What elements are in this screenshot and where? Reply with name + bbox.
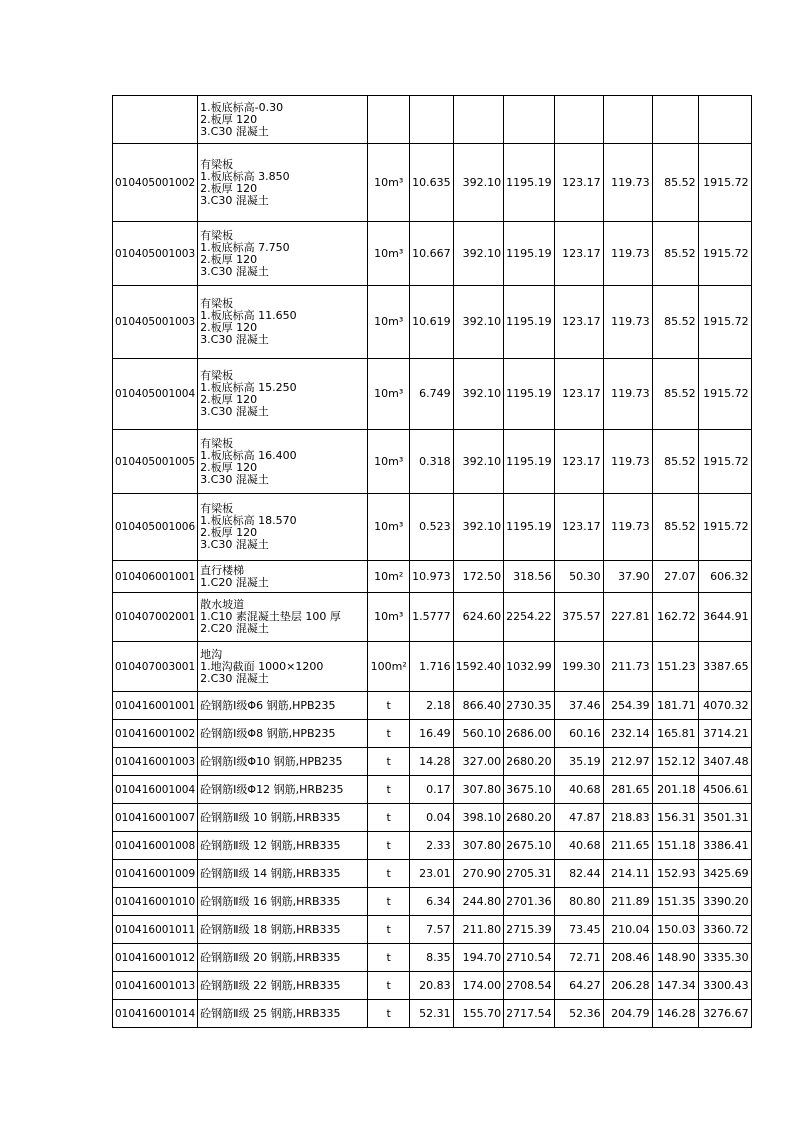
value-cell-1: 307.80 bbox=[453, 776, 504, 804]
unit-cell: 10m² bbox=[368, 561, 410, 593]
value-cell-3: 123.17 bbox=[554, 359, 603, 430]
quantity-cell: 0.17 bbox=[410, 776, 454, 804]
description-line: 2.板厚 120 bbox=[200, 181, 258, 195]
quantity-cell: 52.31 bbox=[410, 1000, 454, 1028]
value-cell-2: 2686.00 bbox=[504, 720, 555, 748]
value-cell-2: 3675.10 bbox=[504, 776, 555, 804]
value-cell-1: 307.80 bbox=[453, 832, 504, 860]
value-cell-6: 1915.72 bbox=[698, 430, 751, 494]
value-cell-6: 4506.61 bbox=[698, 776, 751, 804]
item-code-cell: 010416001011 bbox=[113, 916, 198, 944]
value-cell-1: 560.10 bbox=[453, 720, 504, 748]
value-cell-3: 123.17 bbox=[554, 286, 603, 359]
description-line: 2.板厚 120 bbox=[200, 393, 258, 406]
value-cell-4: 37.90 bbox=[603, 561, 652, 593]
value-cell-3: 50.30 bbox=[554, 561, 603, 593]
value-cell-4: 208.46 bbox=[603, 944, 652, 972]
quantity-cell: 23.01 bbox=[410, 860, 454, 888]
item-code-cell: 010416001002 bbox=[113, 720, 198, 748]
table-row bbox=[113, 96, 752, 144]
description-line: 1.板底标高 16.400 bbox=[200, 448, 297, 462]
value-cell-3: 72.71 bbox=[554, 944, 603, 972]
value-cell-3: 73.45 bbox=[554, 916, 603, 944]
value-cell-2: 1195.19 bbox=[504, 286, 555, 359]
value-cell-6: 1915.72 bbox=[698, 222, 751, 286]
description-line: 3.C30 混凝土 bbox=[200, 264, 269, 278]
value-cell-6: 3360.72 bbox=[698, 916, 751, 944]
value-cell-4: 119.73 bbox=[603, 222, 652, 286]
value-cell-6: 606.32 bbox=[698, 561, 751, 593]
description-line: 3.C30 混凝土 bbox=[200, 193, 269, 207]
description-line: 3.C30 混凝土 bbox=[200, 472, 269, 486]
value-cell-2: 2701.36 bbox=[504, 888, 555, 916]
unit-cell: t bbox=[368, 692, 410, 720]
item-description-cell bbox=[198, 720, 368, 748]
item-description-cell bbox=[198, 642, 368, 692]
item-description-cell bbox=[198, 944, 368, 972]
description-line: 有梁板 bbox=[200, 369, 234, 382]
value-cell-5: 162.72 bbox=[652, 593, 698, 642]
quantity-cell: 10.667 bbox=[410, 222, 454, 286]
description-line: 砼钢筋Ⅰ级Φ6 钢筋,HPB235 bbox=[200, 698, 336, 712]
item-code-cell: 010416001007 bbox=[113, 804, 198, 832]
value-cell-6 bbox=[698, 96, 751, 144]
quantity-cell: 0.04 bbox=[410, 804, 454, 832]
description-line: 有梁板 bbox=[200, 436, 234, 450]
value-cell-2: 2254.22 bbox=[504, 593, 555, 642]
item-description-cell bbox=[198, 916, 368, 944]
item-code-cell: 010416001014 bbox=[113, 1000, 198, 1028]
value-cell-5: 146.28 bbox=[652, 1000, 698, 1028]
item-code-cell: 010416001010 bbox=[113, 888, 198, 916]
item-code-cell: 010407002001 bbox=[113, 593, 198, 642]
value-cell-1: 624.60 bbox=[453, 593, 504, 642]
description-line: 1.板底标高-0.30 bbox=[200, 100, 284, 114]
value-cell-5: 150.03 bbox=[652, 916, 698, 944]
unit-cell: 10m³ bbox=[368, 593, 410, 642]
quantity-cell: 6.749 bbox=[410, 359, 454, 430]
value-cell-5: 201.18 bbox=[652, 776, 698, 804]
value-cell-4: 211.89 bbox=[603, 888, 652, 916]
value-cell-2: 1195.19 bbox=[504, 494, 555, 561]
item-description-cell bbox=[198, 286, 368, 359]
quantity-cell: 16.49 bbox=[410, 720, 454, 748]
quantity-cell: 0.318 bbox=[410, 430, 454, 494]
item-description-cell bbox=[198, 972, 368, 1000]
value-cell-3: 123.17 bbox=[554, 430, 603, 494]
value-cell-2: 318.56 bbox=[504, 561, 555, 593]
description-line: 1.C10 素混凝土垫层 100 厚 bbox=[200, 610, 341, 623]
item-description-cell bbox=[198, 359, 368, 430]
item-code-cell: 010416001001 bbox=[113, 692, 198, 720]
item-description-cell bbox=[198, 776, 368, 804]
unit-cell: 10m³ bbox=[368, 494, 410, 561]
item-code-cell: 010405001002 bbox=[113, 144, 198, 222]
table-row bbox=[113, 494, 752, 561]
value-cell-3: 80.80 bbox=[554, 888, 603, 916]
value-cell-5: 147.34 bbox=[652, 972, 698, 1000]
quantity-cell: 10.619 bbox=[410, 286, 454, 359]
value-cell-2: 2680.20 bbox=[504, 748, 555, 776]
quantity-cell: 8.35 bbox=[410, 944, 454, 972]
value-cell-6: 3644.91 bbox=[698, 593, 751, 642]
bill-of-quantities-table bbox=[112, 95, 752, 1028]
value-cell-6: 1915.72 bbox=[698, 359, 751, 430]
value-cell-4: 232.14 bbox=[603, 720, 652, 748]
value-cell-1: 866.40 bbox=[453, 692, 504, 720]
quantity-cell: 1.5777 bbox=[410, 593, 454, 642]
value-cell-3: 199.30 bbox=[554, 642, 603, 692]
quantity-cell: 0.523 bbox=[410, 494, 454, 561]
description-line: 砼钢筋Ⅱ级 18 钢筋,HRB335 bbox=[200, 922, 341, 936]
value-cell-4: 210.04 bbox=[603, 916, 652, 944]
value-cell-5: 85.52 bbox=[652, 430, 698, 494]
value-cell-6: 3390.20 bbox=[698, 888, 751, 916]
value-cell-3 bbox=[554, 96, 603, 144]
unit-cell: 10m³ bbox=[368, 430, 410, 494]
item-code-cell: 010405001003 bbox=[113, 222, 198, 286]
value-cell-2: 2715.39 bbox=[504, 916, 555, 944]
value-cell-5: 85.52 bbox=[652, 144, 698, 222]
description-line: 1.板底标高 3.850 bbox=[200, 169, 290, 183]
table-row bbox=[113, 888, 752, 916]
item-code-cell: 010406001001 bbox=[113, 561, 198, 593]
unit-cell: t bbox=[368, 748, 410, 776]
value-cell-1: 211.80 bbox=[453, 916, 504, 944]
unit-cell: t bbox=[368, 832, 410, 860]
value-cell-1: 392.10 bbox=[453, 494, 504, 561]
value-cell-3: 82.44 bbox=[554, 860, 603, 888]
item-description-cell bbox=[198, 692, 368, 720]
value-cell-5: 85.52 bbox=[652, 359, 698, 430]
value-cell-3: 35.19 bbox=[554, 748, 603, 776]
value-cell-2 bbox=[504, 96, 555, 144]
unit-cell: t bbox=[368, 1000, 410, 1028]
value-cell-6: 1915.72 bbox=[698, 286, 751, 359]
table-row bbox=[113, 804, 752, 832]
value-cell-3: 60.16 bbox=[554, 720, 603, 748]
unit-cell: 10m³ bbox=[368, 286, 410, 359]
value-cell-6: 3387.65 bbox=[698, 642, 751, 692]
description-line: 有梁板 bbox=[200, 157, 234, 171]
value-cell-5: 151.18 bbox=[652, 832, 698, 860]
value-cell-1: 392.10 bbox=[453, 286, 504, 359]
value-cell-2: 2717.54 bbox=[504, 1000, 555, 1028]
table-row bbox=[113, 593, 752, 642]
table-row bbox=[113, 286, 752, 359]
description-line: 1.板底标高 18.570 bbox=[200, 514, 297, 527]
description-line: 3.C30 混凝土 bbox=[200, 124, 269, 138]
unit-cell: t bbox=[368, 916, 410, 944]
value-cell-5: 181.71 bbox=[652, 692, 698, 720]
value-cell-1: 392.10 bbox=[453, 430, 504, 494]
value-cell-6: 3276.67 bbox=[698, 1000, 751, 1028]
unit-cell: t bbox=[368, 860, 410, 888]
value-cell-2: 1032.99 bbox=[504, 642, 555, 692]
description-line: 2.板厚 120 bbox=[200, 112, 258, 126]
value-cell-2: 1195.19 bbox=[504, 144, 555, 222]
table-row bbox=[113, 430, 752, 494]
value-cell-2: 2680.20 bbox=[504, 804, 555, 832]
value-cell-6: 4070.32 bbox=[698, 692, 751, 720]
value-cell-4 bbox=[603, 96, 652, 144]
description-line: 砼钢筋Ⅱ级 10 钢筋,HRB335 bbox=[200, 810, 341, 824]
value-cell-4: 214.11 bbox=[603, 860, 652, 888]
value-cell-6: 3501.31 bbox=[698, 804, 751, 832]
value-cell-4: 206.28 bbox=[603, 972, 652, 1000]
value-cell-5: 85.52 bbox=[652, 286, 698, 359]
value-cell-6: 1915.72 bbox=[698, 494, 751, 561]
value-cell-5 bbox=[652, 96, 698, 144]
description-line: 砼钢筋Ⅱ级 16 钢筋,HRB335 bbox=[200, 894, 341, 908]
description-line: 2.板厚 120 bbox=[200, 460, 258, 474]
unit-cell: t bbox=[368, 720, 410, 748]
value-cell-5: 151.35 bbox=[652, 888, 698, 916]
description-line: 直行楼梯 bbox=[200, 563, 245, 577]
item-code-cell: 010416001008 bbox=[113, 832, 198, 860]
value-cell-1: 1592.40 bbox=[453, 642, 504, 692]
item-code-cell: 010407003001 bbox=[113, 642, 198, 692]
value-cell-1: 270.90 bbox=[453, 860, 504, 888]
value-cell-6: 3300.43 bbox=[698, 972, 751, 1000]
value-cell-3: 123.17 bbox=[554, 144, 603, 222]
value-cell-4: 204.79 bbox=[603, 1000, 652, 1028]
item-code-cell: 010416001004 bbox=[113, 776, 198, 804]
description-line: 砼钢筋Ⅱ级 12 钢筋,HRB335 bbox=[200, 838, 341, 852]
unit-cell bbox=[368, 96, 410, 144]
table-body bbox=[113, 96, 752, 1028]
item-description-cell bbox=[198, 494, 368, 561]
description-line: 3.C30 混凝土 bbox=[200, 333, 269, 346]
item-description-cell bbox=[198, 748, 368, 776]
item-description-cell bbox=[198, 430, 368, 494]
description-line: 有梁板 bbox=[200, 297, 234, 310]
table-row bbox=[113, 776, 752, 804]
value-cell-1: 327.00 bbox=[453, 748, 504, 776]
value-cell-3: 52.36 bbox=[554, 1000, 603, 1028]
table-row bbox=[113, 916, 752, 944]
value-cell-6: 3386.41 bbox=[698, 832, 751, 860]
value-cell-3: 64.27 bbox=[554, 972, 603, 1000]
description-line: 砼钢筋Ⅰ级Φ8 钢筋,HPB235 bbox=[200, 726, 336, 740]
item-description-cell bbox=[198, 561, 368, 593]
table-row bbox=[113, 561, 752, 593]
unit-cell: 100m² bbox=[368, 642, 410, 692]
value-cell-2: 1195.19 bbox=[504, 430, 555, 494]
value-cell-5: 152.12 bbox=[652, 748, 698, 776]
quantity-cell bbox=[410, 96, 454, 144]
table-row bbox=[113, 748, 752, 776]
item-description-cell bbox=[198, 860, 368, 888]
unit-cell: 10m³ bbox=[368, 144, 410, 222]
value-cell-6: 1915.72 bbox=[698, 144, 751, 222]
description-line: 砼钢筋Ⅱ级 25 钢筋,HRB335 bbox=[200, 1006, 341, 1020]
unit-cell: t bbox=[368, 944, 410, 972]
table-row bbox=[113, 359, 752, 430]
item-code-cell: 010416001013 bbox=[113, 972, 198, 1000]
description-line: 2.板厚 120 bbox=[200, 321, 258, 334]
description-line: 有梁板 bbox=[200, 228, 234, 242]
value-cell-5: 151.23 bbox=[652, 642, 698, 692]
description-line: 1.地沟截面 1000×1200 bbox=[200, 659, 324, 673]
value-cell-1: 194.70 bbox=[453, 944, 504, 972]
value-cell-2: 1195.19 bbox=[504, 359, 555, 430]
value-cell-1: 392.10 bbox=[453, 144, 504, 222]
description-line: 1.板底标高 15.250 bbox=[200, 381, 297, 394]
value-cell-6: 3714.21 bbox=[698, 720, 751, 748]
item-description-cell bbox=[198, 593, 368, 642]
item-code-cell: 010405001003 bbox=[113, 286, 198, 359]
value-cell-2: 1195.19 bbox=[504, 222, 555, 286]
table-row bbox=[113, 222, 752, 286]
value-cell-2: 2708.54 bbox=[504, 972, 555, 1000]
item-code-cell: 010416001003 bbox=[113, 748, 198, 776]
table-row bbox=[113, 860, 752, 888]
description-line: 地沟 bbox=[200, 647, 223, 661]
value-cell-5: 156.31 bbox=[652, 804, 698, 832]
quantity-cell: 2.18 bbox=[410, 692, 454, 720]
unit-cell: t bbox=[368, 888, 410, 916]
quantity-cell: 14.28 bbox=[410, 748, 454, 776]
value-cell-3: 37.46 bbox=[554, 692, 603, 720]
description-line: 2.板厚 120 bbox=[200, 252, 258, 266]
value-cell-5: 165.81 bbox=[652, 720, 698, 748]
quantity-cell: 7.57 bbox=[410, 916, 454, 944]
value-cell-4: 254.39 bbox=[603, 692, 652, 720]
item-code-cell: 010405001006 bbox=[113, 494, 198, 561]
value-cell-5: 148.90 bbox=[652, 944, 698, 972]
item-code-cell: 010405001005 bbox=[113, 430, 198, 494]
item-description-cell bbox=[198, 1000, 368, 1028]
quantity-cell: 1.716 bbox=[410, 642, 454, 692]
value-cell-4: 211.73 bbox=[603, 642, 652, 692]
table-row bbox=[113, 642, 752, 692]
quantity-cell: 6.34 bbox=[410, 888, 454, 916]
quantity-cell: 20.83 bbox=[410, 972, 454, 1000]
description-line: 砼钢筋Ⅱ级 22 钢筋,HRB335 bbox=[200, 978, 341, 992]
table-row bbox=[113, 1000, 752, 1028]
value-cell-5: 85.52 bbox=[652, 494, 698, 561]
description-line: 散水坡道 bbox=[200, 598, 245, 611]
value-cell-6: 3335.30 bbox=[698, 944, 751, 972]
unit-cell: 10m³ bbox=[368, 222, 410, 286]
unit-cell: t bbox=[368, 972, 410, 1000]
value-cell-4: 218.83 bbox=[603, 804, 652, 832]
item-description-cell bbox=[198, 96, 368, 144]
description-line: 砼钢筋Ⅰ级Φ10 钢筋,HPB235 bbox=[200, 754, 343, 768]
description-line: 砼钢筋Ⅱ级 20 钢筋,HRB335 bbox=[200, 950, 341, 964]
value-cell-3: 123.17 bbox=[554, 494, 603, 561]
value-cell-4: 119.73 bbox=[603, 144, 652, 222]
value-cell-4: 119.73 bbox=[603, 430, 652, 494]
unit-cell: t bbox=[368, 776, 410, 804]
value-cell-3: 123.17 bbox=[554, 222, 603, 286]
item-description-cell bbox=[198, 222, 368, 286]
unit-cell: t bbox=[368, 804, 410, 832]
value-cell-3: 375.57 bbox=[554, 593, 603, 642]
quantity-cell: 10.635 bbox=[410, 144, 454, 222]
value-cell-6: 3407.48 bbox=[698, 748, 751, 776]
value-cell-4: 119.73 bbox=[603, 286, 652, 359]
value-cell-4: 119.73 bbox=[603, 494, 652, 561]
description-line: 砼钢筋Ⅱ级 14 钢筋,HRB335 bbox=[200, 866, 341, 880]
item-code-cell: 010416001012 bbox=[113, 944, 198, 972]
unit-cell: 10m³ bbox=[368, 359, 410, 430]
value-cell-1: 244.80 bbox=[453, 888, 504, 916]
description-line: 2.C30 混凝土 bbox=[200, 671, 269, 685]
table-row bbox=[113, 144, 752, 222]
item-description-cell bbox=[198, 888, 368, 916]
value-cell-2: 2705.31 bbox=[504, 860, 555, 888]
item-code-cell: 010405001004 bbox=[113, 359, 198, 430]
description-line: 砼钢筋Ⅰ级Φ12 钢筋,HRB235 bbox=[200, 782, 344, 796]
value-cell-4: 211.65 bbox=[603, 832, 652, 860]
table-row bbox=[113, 692, 752, 720]
value-cell-4: 281.65 bbox=[603, 776, 652, 804]
table-row bbox=[113, 832, 752, 860]
table-row bbox=[113, 972, 752, 1000]
description-line: 3.C30 混凝土 bbox=[200, 538, 269, 551]
value-cell-1 bbox=[453, 96, 504, 144]
value-cell-3: 47.87 bbox=[554, 804, 603, 832]
value-cell-3: 40.68 bbox=[554, 776, 603, 804]
value-cell-1: 392.10 bbox=[453, 359, 504, 430]
value-cell-4: 212.97 bbox=[603, 748, 652, 776]
value-cell-4: 119.73 bbox=[603, 359, 652, 430]
value-cell-5: 85.52 bbox=[652, 222, 698, 286]
item-description-cell bbox=[198, 832, 368, 860]
description-line: 1.板底标高 7.750 bbox=[200, 240, 290, 254]
value-cell-2: 2730.35 bbox=[504, 692, 555, 720]
value-cell-1: 174.00 bbox=[453, 972, 504, 1000]
description-line: 3.C30 混凝土 bbox=[200, 405, 269, 418]
description-line: 2.板厚 120 bbox=[200, 526, 258, 539]
item-code-cell: 010416001009 bbox=[113, 860, 198, 888]
table-row bbox=[113, 720, 752, 748]
description-line: 1.C20 混凝土 bbox=[200, 575, 269, 589]
quantity-cell: 2.33 bbox=[410, 832, 454, 860]
value-cell-3: 40.68 bbox=[554, 832, 603, 860]
table-row bbox=[113, 944, 752, 972]
item-description-cell bbox=[198, 804, 368, 832]
value-cell-4: 227.81 bbox=[603, 593, 652, 642]
description-line: 2.C20 混凝土 bbox=[200, 622, 269, 635]
value-cell-5: 27.07 bbox=[652, 561, 698, 593]
description-line: 有梁板 bbox=[200, 502, 234, 515]
item-description-cell bbox=[198, 144, 368, 222]
value-cell-1: 392.10 bbox=[453, 222, 504, 286]
value-cell-1: 398.10 bbox=[453, 804, 504, 832]
value-cell-2: 2710.54 bbox=[504, 944, 555, 972]
value-cell-1: 155.70 bbox=[453, 1000, 504, 1028]
value-cell-5: 152.93 bbox=[652, 860, 698, 888]
value-cell-1: 172.50 bbox=[453, 561, 504, 593]
description-line: 1.板底标高 11.650 bbox=[200, 309, 297, 322]
quantity-cell: 10.973 bbox=[410, 561, 454, 593]
value-cell-2: 2675.10 bbox=[504, 832, 555, 860]
item-code-cell bbox=[113, 96, 198, 144]
value-cell-6: 3425.69 bbox=[698, 860, 751, 888]
